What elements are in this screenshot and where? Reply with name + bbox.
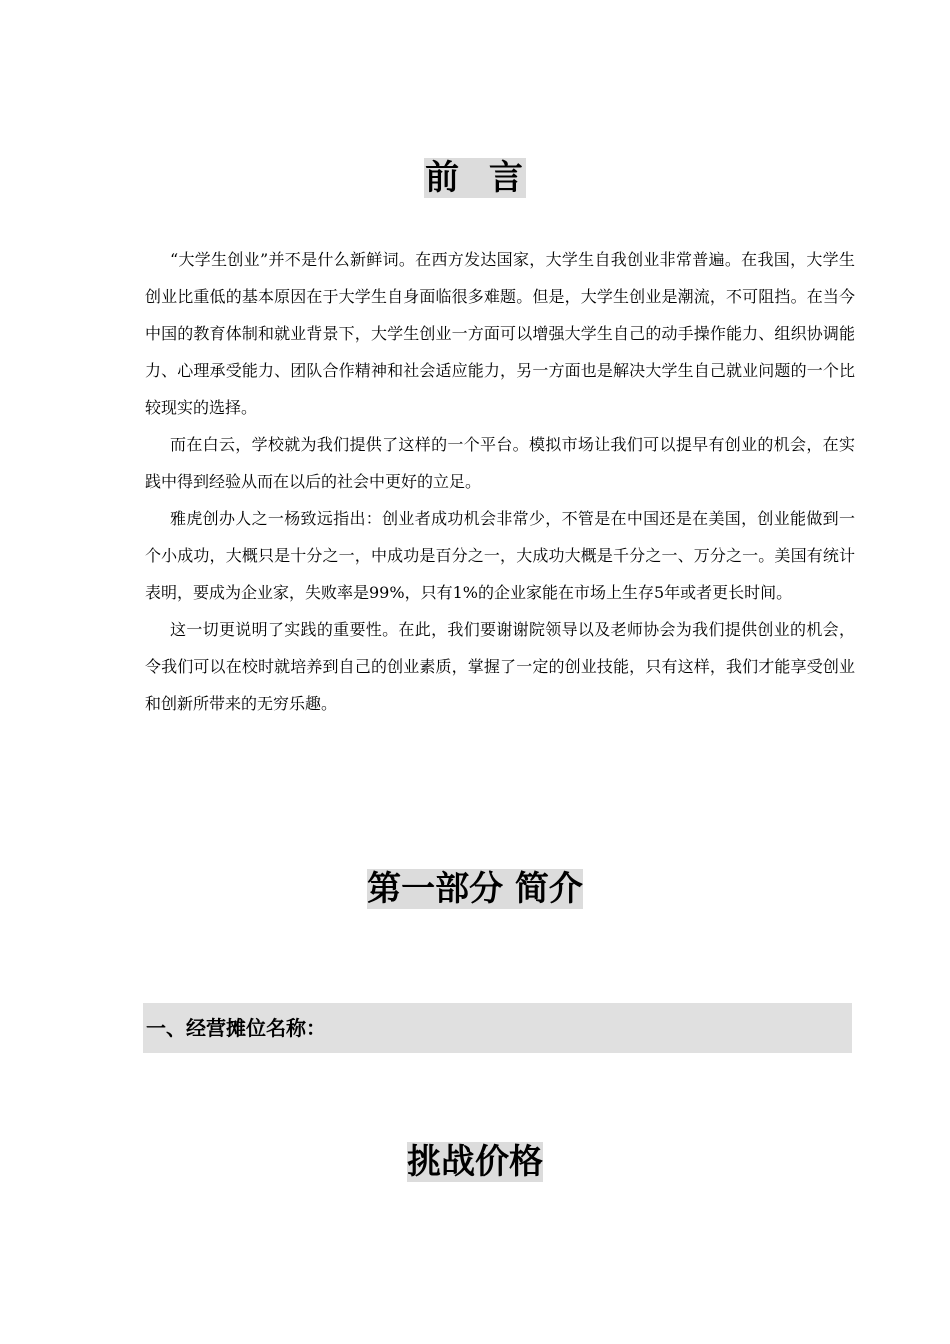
preface-body <box>145 241 855 722</box>
preface-paragraph-1: “大学生创业”并不是什么新鲜词。在西方发达国家，大学生自我创业非常普遍。在我国，大学生创业比重低的基本原因在于大学生自身面临很多难题。但是，大学生创业是潮流，不可阻挡。在当今中国的教育体制和就业背景下，大学生创业一方面可以增强大学生自己的动手操作能力、组织协调能力、心理承受能力、团队合作精神和社会适应能力，另一方面也是解决大学生自己就业问题的一个比较现实的选择。 <box>145 250 855 417</box>
preface-paragraph-4: 这一切更说明了实践的重要性。在此，我们要谢谢院领导以及老师协会为我们提供创业的机会，令我们可以在校时就培养到自己的创业素质，掌握了一定的创业技能，只有这样，我们才能享受创业和创新所带来的无穷乐趣。 <box>145 620 855 713</box>
part-one-title-text: 第一部分 简介 <box>367 869 583 909</box>
section-heading: 一、经营摊位名称： <box>146 1016 326 1040</box>
preface-title <box>0 156 950 200</box>
stall-name-text: 挑战价格 <box>407 1142 543 1182</box>
part-one-title <box>0 866 950 912</box>
preface-paragraph-2: 而在白云，学校就为我们提供了这样的一个平台。模拟市场让我们可以提早有创业的机会，在实践中得到经验从而在以后的社会中更好的立足。 <box>145 435 855 491</box>
preface-paragraph-3: 雅虎创办人之一杨致远指出：创业者成功机会非常少，不管是在中国还是在美国，创业能做到一个小成功，大概只是十分之一，中成功是百分之一，大成功大概是千分之一、万分之一。美国有统计表明，要成为企业家，失败率是99%，只有1%的企业家能在市场上生存5年或者更长时间。 <box>145 509 855 602</box>
preface-title-text: 前 言 <box>425 158 525 198</box>
stall-name-title <box>0 1140 950 1184</box>
